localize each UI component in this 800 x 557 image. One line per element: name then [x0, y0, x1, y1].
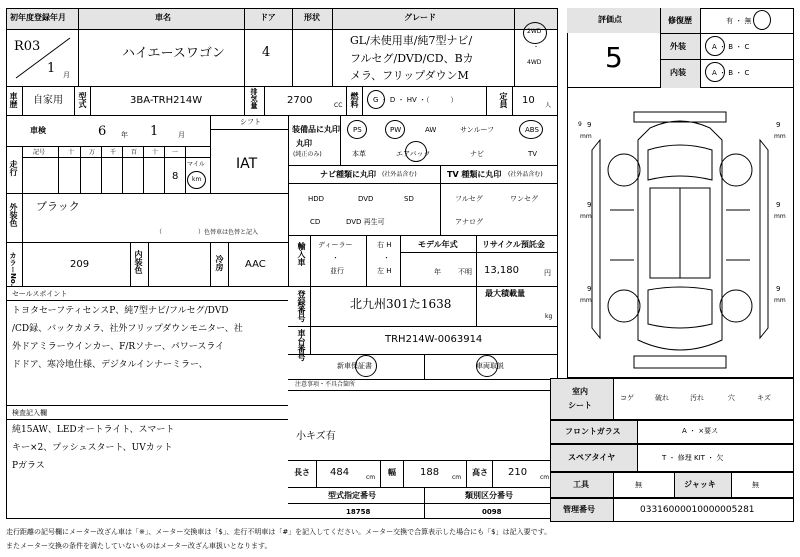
first-reg-label: 初年度登録年月 — [10, 13, 66, 22]
selected-circle — [355, 355, 377, 377]
model-year-label: モデル年式 — [418, 240, 458, 249]
tread-mr-mm: mm — [774, 213, 786, 220]
windshield-label: フロントガラス — [565, 427, 621, 436]
inspection-month: 1 — [150, 124, 159, 139]
length-value: 484 — [330, 467, 350, 478]
import-dealer: ディーラー — [318, 241, 353, 249]
interior-room-label: 室内 — [572, 387, 588, 396]
tread-rl: 9 — [587, 285, 592, 293]
mileage-unit-km: km — [192, 176, 202, 183]
spare-tire-value: T ・ 修理 KIT ・ 欠 — [662, 454, 724, 462]
tread-ml-mm: mm — [580, 213, 592, 220]
car-outline-icon — [590, 110, 770, 372]
door-label: ドア — [260, 13, 276, 22]
model-value: 3BA-TRH214W — [130, 95, 203, 106]
first-reg-era: R03 — [14, 39, 41, 54]
tools-value: 無 — [635, 481, 642, 489]
selected-circle — [523, 22, 547, 44]
import-rh: 右 H — [377, 241, 392, 249]
mileage-header-sen: 千 — [110, 149, 117, 156]
selected-circle — [705, 62, 725, 82]
repair-history-options: 有 ・ 無 — [726, 17, 752, 25]
interior-seat-label: シート — [568, 401, 592, 410]
interior-hole: 穴 — [728, 394, 735, 402]
plate-value: 北九州301た1638 — [350, 297, 452, 311]
usage-value: 自家用 — [33, 95, 63, 106]
ac-value: AAC — [245, 259, 266, 270]
capacity-label: 定員 — [499, 92, 508, 108]
selected-circle — [367, 90, 385, 109]
capacity-value: 10 — [522, 95, 535, 106]
tv-label: TV 種類に丸印 — [447, 170, 502, 179]
displacement-value: 2700 — [287, 95, 313, 106]
mileage-header-man: 万 — [89, 149, 96, 156]
type-number-value: 18758 — [346, 508, 371, 516]
length-unit: cm — [366, 474, 376, 481]
equip-navi: ナビ — [470, 150, 484, 158]
interior-tear: 破れ — [655, 394, 669, 402]
equip-ps: PS — [353, 126, 362, 134]
grade-line-1: GL/未使用車/純7型ナビ/ — [350, 34, 473, 47]
mileage-header-10man: 十 — [68, 149, 75, 156]
navi-cd: CD — [310, 218, 321, 226]
interior-color-label: 内装色 — [134, 250, 143, 274]
interior-grades: A ・ B ・ C — [712, 69, 750, 77]
import-label: 輸入車 — [297, 242, 306, 266]
class-number-value: 0098 — [482, 508, 502, 516]
selected-circle — [405, 141, 427, 162]
inspector-line-2: キー×2、プッシュスタート、UVカット — [12, 443, 173, 453]
navi-sd: SD — [404, 195, 414, 203]
footer-note-2: またメーター交換の条件を満たしていないものはメーター改ざん車扱いとなります。 — [6, 542, 272, 550]
drive-dot: ・ — [533, 44, 540, 51]
selected-circle — [705, 36, 725, 56]
tread-rl-mm: mm — [580, 297, 592, 304]
plate-label: 登録番号 — [297, 290, 306, 322]
exterior-grades: A ・ B ・ C — [712, 43, 750, 51]
management-label: 管理番号 — [563, 505, 595, 514]
sales-line-4: ドドア、寒冷地仕様、デジタルインナーミラー、 — [12, 360, 208, 370]
warranty-manual: 車両取説 — [476, 362, 504, 370]
interior-burn: コゲ — [620, 394, 634, 402]
selected-circle — [385, 120, 405, 139]
inspection-year-unit: 年 — [121, 131, 128, 139]
tread-fl-mm: mm — [580, 133, 592, 140]
footer-note-1: 走行距離の記号欄にメーター改ざん車は「※」、メーター交換車は「$」、走行不明車は「#」を記入してください。メーター交換で合算表示した場合にも「$」は記入要です。 — [6, 528, 552, 536]
import-dot: ・ — [332, 254, 339, 262]
chassis-label: 車台番号 — [297, 329, 306, 361]
tread-label-fl: 9 — [578, 121, 582, 128]
score-value: 5 — [605, 41, 623, 74]
navi-sub: (社外品含む) — [382, 171, 417, 178]
mileage-header-hyaku: 百 — [131, 149, 138, 156]
width-value: 188 — [420, 467, 440, 478]
recycle-label: リサイクル預託金 — [482, 240, 545, 249]
door-count: 4 — [262, 45, 271, 60]
equipment-label-2: 丸印 — [296, 139, 312, 148]
selected-circle — [347, 120, 367, 139]
fuel-options: G ・ D ・ HV ・（ ） — [373, 96, 458, 104]
import-parallel: 並行 — [330, 267, 344, 275]
class-number-label: 類別区分番号 — [465, 491, 513, 500]
drive-4wd: 4WD — [527, 59, 542, 66]
import-dot-2: ・ — [383, 254, 390, 262]
cc-unit: CC — [334, 102, 343, 109]
grade-line-2: フルセグ/DVD/CD、Bカ — [350, 52, 474, 65]
selected-circle — [187, 171, 206, 189]
navi-dvd: DVD — [358, 195, 374, 203]
mileage-unit-mile: マイル — [187, 161, 205, 168]
fuel-label: 燃料 — [350, 92, 359, 108]
recycle-unit: 円 — [544, 269, 551, 277]
mileage-header-juu: 十 — [152, 149, 159, 156]
windshield-value: A ・ ×要ス — [682, 427, 719, 435]
equip-aw: AW — [425, 126, 437, 134]
model-label: 型式 — [78, 92, 87, 108]
grade-label: グレード — [404, 13, 436, 22]
grade-line-3: メラ、フリップダウンM — [350, 69, 469, 82]
inspection-year: 6 — [98, 124, 107, 139]
ac-label: 冷房 — [215, 255, 224, 271]
inspection-label: 車検 — [30, 126, 46, 135]
repair-history-label: 修復歴 — [668, 16, 692, 25]
equip-tv: TV — [528, 150, 538, 158]
navi-hdd: HDD — [308, 195, 325, 203]
jack-value: 無 — [752, 481, 759, 489]
tread-fr: 9 — [776, 121, 781, 129]
width-unit: cm — [452, 474, 462, 481]
sales-line-1: トヨタセーフティセンスP、純7型ナビ/フルセグ/DVD — [12, 306, 229, 316]
mileage-header-symbol: 記号 — [33, 149, 46, 156]
sales-line-2: /CD録、バックカメラ、社外フリップダウンモニター、社 — [12, 324, 243, 334]
color-no-label: カラーNo. — [9, 252, 17, 287]
interior-scratch: キズ — [757, 394, 771, 402]
equipment-sub: (純正のみ) — [293, 151, 322, 158]
recycle-value: 13,180 — [484, 265, 519, 276]
chassis-value: TRH214W-0063914 — [385, 334, 483, 345]
inspection-month-unit: 月 — [178, 131, 185, 139]
tools-label: 工具 — [573, 480, 589, 489]
interior-label: 内装 — [670, 68, 686, 77]
tread-rr: 9 — [776, 285, 781, 293]
width-label: 幅 — [388, 468, 396, 477]
header-row — [6, 8, 558, 30]
equip-sunroof: サンルーフ — [460, 126, 495, 134]
displacement-label: 排気量 — [250, 88, 258, 109]
exterior-color-label: 外装色 — [9, 203, 18, 227]
notes-label: 注意事項・不具合箇所 — [295, 381, 356, 388]
exterior-color-note: （ ）色替車は色替と記入 — [156, 229, 259, 236]
tread-ml: 9 — [587, 201, 592, 209]
height-unit: cm — [540, 474, 550, 481]
height-label: 高さ — [472, 468, 488, 477]
inspector-line-3: Pガラス — [12, 461, 45, 471]
import-lh: 左 H — [377, 267, 392, 275]
height-value: 210 — [508, 467, 528, 478]
capacity-unit: 人 — [545, 102, 552, 109]
mileage-label: 走行 — [9, 160, 18, 176]
exterior-label: 外装 — [670, 42, 686, 51]
shift-label: シフト — [240, 118, 261, 126]
model-year-unit: 年 — [434, 268, 441, 276]
usage-label: 車歴 — [9, 92, 18, 108]
model-year-unknown: 不明 — [458, 268, 472, 276]
tread-rr-mm: mm — [774, 297, 786, 304]
car-name: ハイエースワゴン — [122, 46, 225, 61]
type-number-label: 型式指定番号 — [328, 491, 376, 500]
tv-analog: アナログ — [455, 218, 483, 226]
tread-fr-mm: mm — [774, 133, 786, 140]
selected-circle — [519, 120, 543, 139]
tv-oneseg: ワンセグ — [510, 195, 538, 203]
spare-tire-label: スペアタイヤ — [568, 453, 616, 462]
max-load-label: 最大積載量 — [485, 289, 525, 298]
color-no-value: 209 — [70, 259, 90, 270]
tv-sub: (社外品含む) — [508, 171, 543, 178]
exterior-color-value: ブラック — [36, 200, 80, 213]
length-label: 長さ — [294, 468, 310, 477]
mileage-value: 8 — [172, 171, 179, 182]
max-load-unit: kg — [545, 313, 553, 320]
navi-dvd-play: DVD 再生可 — [346, 218, 385, 226]
score-label: 評価点 — [598, 15, 622, 24]
notes-line: 小キズ有 — [296, 431, 336, 442]
car-name-label: 車名 — [155, 13, 171, 22]
selected-circle — [753, 10, 771, 30]
warranty-new: 新車保証書 — [337, 362, 372, 370]
equip-abs: ABS — [525, 126, 539, 134]
mileage-header-ichi: 一 — [172, 149, 179, 156]
inspector-line-1: 純15AW、LEDオートライト、スマート — [12, 425, 175, 435]
equip-leather: 本革 — [352, 150, 366, 158]
jack-label: ジャッキ — [684, 480, 716, 489]
shape-label: 形状 — [304, 13, 320, 22]
first-reg-month-unit: 月 — [63, 71, 70, 79]
selected-circle — [476, 355, 498, 377]
equipment-label: 装備品に丸印 — [292, 125, 340, 134]
inspector-label: 検査記入欄 — [12, 409, 47, 417]
equip-airbag: エアバック — [396, 150, 431, 158]
tread-fl: 9 — [587, 121, 592, 129]
first-reg-month: 1 — [47, 61, 56, 76]
management-value: 0331600001000000528​1 — [640, 505, 755, 515]
interior-stain: 汚れ — [690, 394, 704, 402]
navi-label: ナビ種類に丸印 — [320, 170, 376, 179]
shift-value: IAT — [236, 156, 258, 172]
tv-fullseg: フルセグ — [455, 195, 483, 203]
sales-line-3: 外ドアミラーウインカー、F/Rソナー、パワースライ — [12, 342, 225, 352]
sales-point-label: セールスポイント — [12, 290, 68, 298]
equip-pw: PW — [390, 126, 402, 134]
tread-mr: 9 — [776, 201, 781, 209]
drive-2wd: 2WD — [527, 28, 542, 35]
